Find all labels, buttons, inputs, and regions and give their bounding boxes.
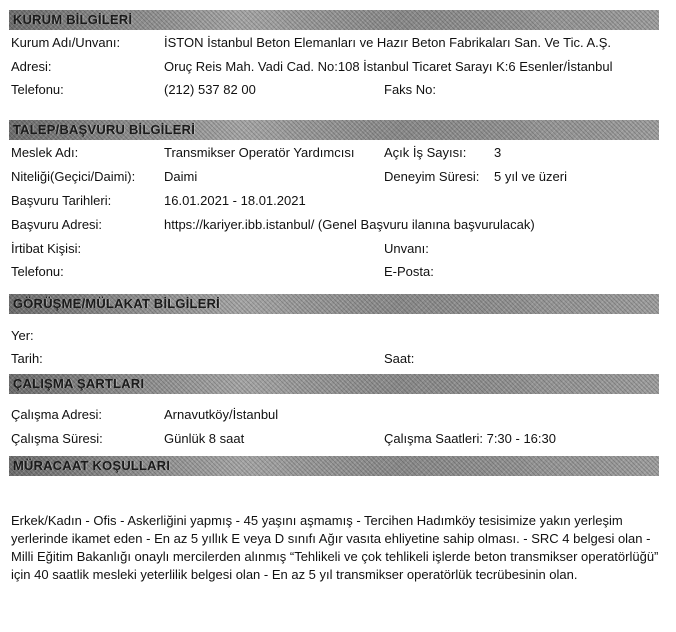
basvuru-adres-value: https://kariyer.ibb.istanbul/ (Genel Başvuru ilanına başvurulacak) (164, 217, 535, 232)
acik-is-label: Açık İş Sayısı: (384, 145, 467, 160)
gorusme-section-header (9, 294, 659, 314)
gorusme-tarih-label: Tarih: (11, 351, 43, 366)
muracaat-section-header (9, 456, 659, 476)
kurum-adres-value: Oruç Reis Mah. Vadi Cad. No:108 İstanbul Ticaret Sarayı K:6 Esenler/İstanbul (164, 59, 613, 74)
yer-label: Yer: (11, 328, 34, 343)
kurum-telefon-value: (212) 537 82 00 (164, 82, 256, 97)
nitelik-label: Niteliği(Geçici/Daimi): (11, 169, 136, 184)
muracaat-section-title: MÜRACAAT KOŞULLARI (13, 458, 171, 473)
kurum-section-title: KURUM BİLGİLERİ (13, 12, 133, 27)
calisma-adres-label: Çalışma Adresi: (11, 407, 103, 422)
deneyim-label: Deneyim Süresi: (384, 169, 480, 184)
kurum-adi-value: İSTON İstanbul Beton Elemanları ve Hazır Beton Fabrikaları San. Ve Tic. A.Ş. (164, 35, 612, 50)
acik-is-value: 3 (494, 145, 502, 160)
unvani-label: Unvanı: (384, 241, 429, 256)
calisma-section-title: ÇALIŞMA ŞARTLARI (13, 376, 145, 391)
muracaat-conditions-text: Erkek/Kadın - Ofis - Askerliğini yapmış - 45 yaşını aşmamış - Tercihen Hadımköy tesisimize yakın yerleşim yerlerinde ikamet eden - En az 5 yıllık E veya D sınıfı Ağır vasıta ehliyetine sahip olması. - SRC 4 belgesi olan - Milli Eğitim Bakanlığı onaylı mercilerden alınmış “Tehlikeli ve çok tehlikeli işlerde beton transmikser operatörlüğü” için 40 saatlik mesleki yeterlilik belgesi olan - En az 5 yıl transmikser operatörlük tecrübesinin olan. (11, 513, 659, 582)
irtibat-label: İrtibat Kişisi: (11, 241, 82, 256)
talep-section-header (9, 120, 659, 140)
calisma-sure-value: Günlük 8 saat (164, 431, 245, 446)
talep-section-title: TALEP/BAŞVURU BİLGİLERİ (13, 122, 196, 137)
calisma-section-header (9, 374, 659, 394)
kurum-section-header (9, 10, 659, 30)
talep-telefon-label: Telefonu: (11, 264, 64, 279)
kurum-adres-label: Adresi: (11, 59, 52, 74)
nitelik-value: Daimi (164, 169, 198, 184)
kurum-faks-label: Faks No: (384, 82, 437, 97)
eposta-label: E-Posta: (384, 264, 434, 279)
kurum-telefon-label: Telefonu: (11, 82, 64, 97)
basvuru-tarih-label: Başvuru Tarihleri: (11, 193, 112, 208)
meslek-label: Meslek Adı: (11, 145, 79, 160)
calisma-saatleri: Çalışma Saatleri: 7:30 - 16:30 (384, 431, 556, 446)
calisma-sure-label: Çalışma Süresi: (11, 431, 103, 446)
basvuru-adres-label: Başvuru Adresi: (11, 217, 103, 232)
kurum-adi-label: Kurum Adı/Unvanı: (11, 35, 121, 50)
deneyim-value: 5 yıl ve üzeri (494, 169, 567, 184)
calisma-adres-value: Arnavutköy/İstanbul (164, 407, 279, 422)
saat-label: Saat: (384, 351, 415, 366)
meslek-value: Transmikser Operatör Yardımcısı (164, 145, 355, 160)
basvuru-tarih-value: 16.01.2021 - 18.01.2021 (164, 193, 306, 208)
gorusme-section-title: GÖRÜŞME/MÜLAKAT BİLGİLERİ (13, 296, 220, 311)
